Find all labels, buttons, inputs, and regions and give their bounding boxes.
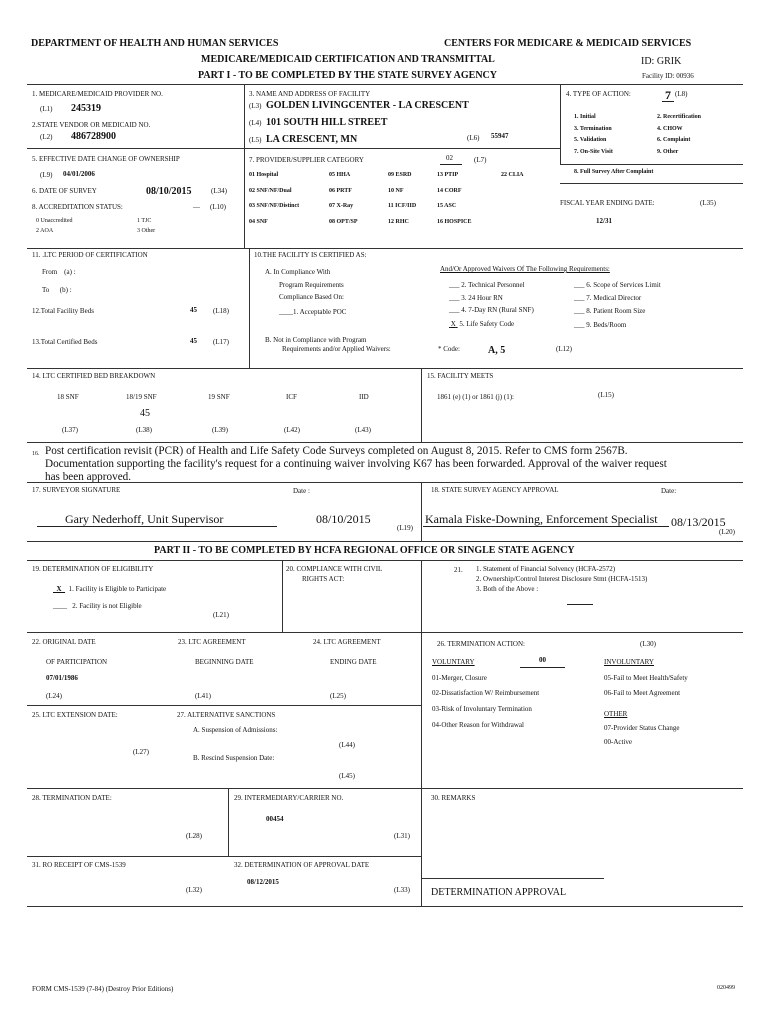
f31-label: 31. RO RECEIPT OF CMS-1539 (32, 861, 126, 869)
f18-code: (L20) (719, 528, 735, 536)
bed-col-1819snf: 18/19 SNF (126, 393, 157, 401)
f27-label: 27. ALTERNATIVE SANCTIONS (177, 711, 276, 719)
f23-sub: BEGINNING DATE (195, 658, 254, 666)
f26-label: 26. TERMINATION ACTION: (437, 640, 525, 648)
form-title: MEDICARE/MEDICAID CERTIFICATION AND TRANSMITTAL (201, 54, 495, 65)
action-options-right: 2. Recertification 4. CHOW 6. Complaint 9. Other (657, 114, 701, 155)
f3-l6: (L6) (467, 134, 480, 142)
f21-opt3: 3. Both of the Above : (476, 585, 539, 593)
f12-label: 12.Total Facility Beds (32, 307, 94, 315)
bed-code-43: (L43) (355, 426, 371, 434)
ownership-date: 04/01/2006 (63, 170, 95, 178)
cat-03: 03 SNF/NF/Distinct (249, 203, 300, 209)
f8-code: (L10) (210, 203, 226, 211)
f2-label: 2.STATE VENDOR OR MEDICAID NO. (32, 121, 151, 129)
term-05: 05-Fail to Meet Health/Safety (604, 674, 688, 682)
bed-col-iid: IID (359, 393, 369, 401)
f10-a4: ____1. Acceptable POC (279, 308, 347, 316)
part2-heading: PART II - TO BE COMPLETED BY HCFA REGIONAL OFFICE OR SINGLE STATE AGENCY (154, 545, 575, 556)
termination-action-value: 00 (539, 656, 546, 664)
eligible-option: X 1. Facility is Eligible to Participate (56, 585, 167, 593)
f10-a3: Compliance Based On: (279, 293, 344, 301)
f28-code: (L28) (186, 832, 202, 840)
f26-code: (L30) (640, 640, 656, 648)
f25-code: (L27) (133, 748, 149, 756)
waiver-5: X 5. Life Safety Code (450, 320, 515, 328)
cat-11: 11 ICF/IID (388, 203, 417, 209)
bed-code-37: (L37) (62, 426, 78, 434)
waiver-6: ___ 6. Scope of Services Limit (574, 281, 661, 289)
f23-label: 23. LTC AGREEMENT (178, 638, 246, 646)
f5-code: (L9) (40, 171, 53, 179)
f15-text: 1861 (e) (1) or 1861 (j) (1): (437, 393, 514, 401)
determination-approval: DETERMINATION APPROVAL (431, 887, 567, 898)
f24-sub: ENDING DATE (330, 658, 377, 666)
f14-label: 14. LTC CERTIFIED BED BREAKDOWN (32, 372, 156, 380)
f31-code: (L32) (186, 886, 202, 894)
f17-label: 17. SURVEYOR SIGNATURE (32, 486, 121, 494)
cat-01: 01 Hospital (249, 172, 279, 178)
accreditation-blank: __ (193, 201, 200, 209)
f27-a-code: (L44) (339, 741, 355, 749)
f8-label: 8. ACCREDITATION STATUS: (32, 203, 123, 211)
f4-label: 4. TYPE OF ACTION: (566, 90, 631, 98)
f2-code: (L2) (40, 133, 53, 141)
accred-opt1: 1 TJC (137, 218, 152, 224)
waiver-9: ___ 9. Beds/Room (574, 321, 627, 329)
approval-date: 08/12/2015 (247, 878, 279, 886)
fiscal-code: (L35) (700, 199, 716, 207)
f7-code: (L7) (474, 156, 487, 164)
f1-code: (L1) (40, 105, 53, 113)
not-eligible-option: ____ 2. Facility is not Eligible (53, 602, 142, 610)
f1-label: 1. MEDICARE/MEDICAID PROVIDER NO. (32, 90, 163, 98)
term-02: 02-Dissatisfaction W/ Reimbursement (432, 689, 540, 697)
cat-14: 14 CORF (437, 188, 462, 194)
f32-label: 32. DETERMINATION OF APPROVAL DATE (234, 861, 370, 869)
bed-col-icf: ICF (286, 393, 297, 401)
f12-code: (L18) (213, 307, 229, 315)
f28-label: 28. TERMINATION DATE: (32, 794, 112, 802)
f19-code: (L21) (213, 611, 229, 619)
ltc-from: From (a) : (42, 268, 76, 276)
cat-09: 09 ESRD (388, 172, 412, 178)
f5-label: 5. EFFECTIVE DATE CHANGE OF OWNERSHIP (32, 155, 180, 163)
cat-16: 16 HOSPICE (437, 219, 472, 225)
cat-13: 13 PTIP (437, 172, 459, 178)
f29-code: (L31) (394, 832, 410, 840)
waivers-heading: And/Or Approved Waivers Of The Following Requirements: (440, 265, 610, 273)
f17-date-label: Date : (293, 487, 310, 495)
id-label: ID: GRIK (641, 56, 682, 67)
f10-a1: A. In Compliance With (265, 268, 331, 276)
f17-code: (L19) (397, 524, 413, 532)
cat-15: 15 ASC (437, 203, 457, 209)
f20-label-1: 20. COMPLIANCE WITH CIVIL (286, 565, 383, 573)
f11-label: 11. .LTC PERIOD OF CERTIFICATION (32, 251, 148, 259)
f30-label: 30. REMARKS (431, 794, 476, 802)
form-number: FORM CMS-1539 (7-84) (Destroy Prior Editions) (32, 985, 174, 993)
action-options-left: 1. Initial 3. Termination 5. Validation 7. On-Site Visit (574, 114, 613, 155)
surveyor-signature: Gary Nederhoff, Unit Supervisor (65, 512, 224, 526)
f7-label: 7. PROVIDER/SUPPLIER CATEGORY (249, 156, 364, 164)
f27-a: A. Suspension of Admissions: (193, 726, 278, 734)
state-approval-date: 08/13/2015 (671, 515, 726, 529)
term-01: 01-Merger, Closure (432, 674, 487, 682)
waiver-3: ___ 3. 24 Hour RN (449, 294, 503, 302)
f21-opt1: 1. Statement of Financial Solvency (HCFA-2572) (476, 565, 616, 573)
bed-col-19snf: 19 SNF (208, 393, 230, 401)
voluntary-heading: VOLUNTARY (432, 658, 475, 666)
f29-label: 29. INTERMEDIARY/CARRIER NO. (234, 794, 344, 802)
bed-code-42: (L42) (284, 426, 300, 434)
cat-04: 04 SNF (249, 219, 268, 225)
form-code: 020499 (717, 985, 735, 991)
f24-label: 24. LTC AGREEMENT (313, 638, 381, 646)
other-heading: OTHER (604, 710, 628, 718)
involuntary-heading: INVOLUNTARY (604, 658, 654, 666)
part1-heading: PART I - TO BE COMPLETED BY THE STATE SURVEY AGENCY (198, 70, 497, 81)
f3-l3: (L3) (249, 102, 262, 110)
f10-b2: Requirements and/or Applied Waivers: (282, 345, 391, 353)
f3-l4: (L4) (249, 119, 262, 127)
facility-id: Facility ID: 00936 (642, 72, 694, 80)
cat-06: 06 PRTF (329, 188, 352, 194)
bed-code-39: (L39) (212, 426, 228, 434)
vendor-number: 486728900 (71, 131, 116, 142)
f21-opt2: 2. Ownership/Control Interest Disclosure Stmt (HCFA-1513) (476, 575, 648, 583)
term-03: 03-Risk of Involuntary Termination (432, 705, 532, 713)
term-00: 00-Active (604, 738, 632, 746)
f10-b1: B. Not in Compliance with Program (265, 336, 367, 344)
bed-code-38: (L38) (136, 426, 152, 434)
facility-street: 101 SOUTH HILL STREET (266, 117, 388, 128)
code-value: A, 5 (488, 345, 506, 356)
f13-code: (L17) (213, 338, 229, 346)
provider-number: 245319 (71, 103, 101, 114)
f18-label: 18. STATE SURVEY AGENCY APPROVAL (431, 486, 559, 494)
code-ref: (L12) (556, 345, 572, 353)
f20-label-2: RIGHTS ACT: (302, 575, 345, 583)
state-approval-signature: Kamala Fiske-Downing, Enforcement Specialist (425, 512, 658, 526)
term-04: 04-Other Reason for Withdrawal (432, 721, 524, 729)
f24-code: (L25) (330, 692, 346, 700)
bed-col-18snf: 18 SNF (57, 393, 79, 401)
f22-code: (L24) (46, 692, 62, 700)
f4-code: (L8) (675, 90, 688, 98)
facility-zip: 55947 (491, 132, 509, 140)
dept-heading: DEPARTMENT OF HEALTH AND HUMAN SERVICES (31, 38, 279, 49)
f6-code: (L34) (211, 187, 227, 195)
facility-city: LA CRESCENT, MN (266, 134, 358, 145)
f21-num: 21. (454, 566, 463, 574)
bed-1819-value: 45 (140, 408, 150, 419)
original-participation-date: 07/01/1986 (46, 674, 78, 682)
f25-label: 25. LTC EXTENSION DATE: (32, 711, 118, 719)
f6-label: 6. DATE OF SURVEY (32, 187, 97, 195)
waiver-4: ___ 4. 7-Day RN (Rural SNF) (449, 306, 534, 314)
fiscal-label: FISCAL YEAR ENDING DATE: (560, 199, 655, 207)
term-07: 07-Provider Status Change (604, 724, 680, 732)
f23-code: (L41) (195, 692, 211, 700)
survey-date: 08/10/2015 (146, 186, 192, 197)
action-option-8: 8. Full Survey After Complaint (574, 169, 654, 175)
code-label: * Code: (438, 345, 460, 353)
f15-label: 15. FACILITY MEETS (427, 372, 494, 380)
waiver-2: ___ 2. Technical Personnel (449, 281, 525, 289)
f15-code: (L15) (598, 391, 614, 399)
cat-02: 02 SNF/NF/Dual (249, 188, 292, 194)
provider-category-value: 02 (446, 154, 453, 162)
f32-code: (L33) (394, 886, 410, 894)
cat-07: 07 X-Ray (329, 203, 354, 209)
accred-opt3: 3 Other (137, 228, 156, 234)
facility-name: GOLDEN LIVINGCENTER - LA CRESCENT (266, 100, 469, 111)
f19-label: 19. DETERMINATION OF ELIGIBILITY (32, 565, 154, 573)
waiver-7: ___ 7. Medical Director (574, 294, 642, 302)
f10-a2: Program Requirements (279, 281, 344, 289)
surveyor-date: 08/10/2015 (316, 512, 371, 526)
fiscal-year-end: 12/31 (596, 217, 612, 225)
term-06: 06-Fail to Meet Agreement (604, 689, 681, 697)
f22-sub: OF PARTICIPATION (46, 658, 108, 666)
cms-heading: CENTERS FOR MEDICARE & MEDICAID SERVICES (444, 38, 692, 49)
total-certified-beds: 45 (190, 337, 197, 345)
f18-date-label: Date: (661, 487, 677, 495)
f16-num: 16. (32, 451, 40, 457)
intermediary-number: 00454 (266, 815, 284, 823)
f27-b: B. Rescind Suspension Date: (193, 754, 275, 762)
f22-label: 22. ORIGINAL DATE (32, 638, 96, 646)
waiver-8: ___ 8. Patient Room Size (574, 307, 646, 315)
cat-05: 05 HHA (329, 172, 351, 178)
f13-label: 13.Total Certified Beds (32, 338, 98, 346)
total-facility-beds: 45 (190, 306, 197, 314)
action-type-value: 7 (665, 88, 671, 102)
cat-10: 10 NF (388, 188, 404, 194)
f27-b-code: (L45) (339, 772, 355, 780)
accred-opt2: 2 AOA (36, 228, 54, 234)
cat-08: 08 OPT/SP (329, 219, 358, 225)
accred-opt0: 0 Unaccredited (36, 218, 73, 224)
f10-label: 10.THE FACILITY IS CERTIFIED AS: (254, 251, 367, 259)
f3-label: 3. NAME AND ADDRESS OF FACILITY (249, 90, 371, 98)
cat-12: 12 RHC (388, 219, 409, 225)
cat-22: 22 CLIA (501, 172, 524, 178)
remarks-text: Post certification revisit (PCR) of Health and Life Safety Code Surveys completed on August 8, 2015. Refer to CMS form 2567B. Documentation supporting the facility's request for a continuing waiver involving K67 has been forwarded. Approval of the waiver request has been approved. (45, 445, 667, 483)
ltc-to: To (b) : (42, 286, 72, 294)
f3-l5: (L5) (249, 136, 262, 144)
